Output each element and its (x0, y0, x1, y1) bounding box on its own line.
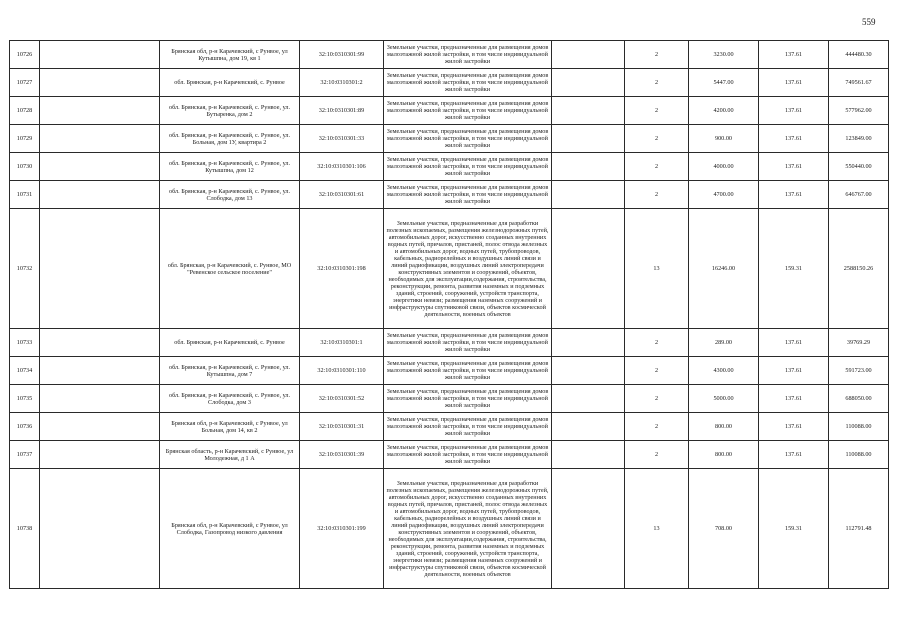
rate-cell: 137.61 (759, 97, 829, 125)
blank-cell (552, 97, 625, 125)
table-row (10, 125, 889, 153)
group-cell: 2 (625, 153, 689, 181)
blank-cell (40, 413, 160, 441)
blank-cell (552, 441, 625, 469)
group-cell: 2 (625, 97, 689, 125)
area-cell: 3230.00 (689, 41, 759, 69)
record-id: 10732 (10, 209, 40, 329)
group-cell: 13 (625, 209, 689, 329)
table-row (10, 41, 889, 69)
address-cell: Брянская обл, р-н Карачевский, с Рунвое, ул Слободка, Газопровод низкого давления (160, 469, 300, 589)
rate-cell: 137.61 (759, 441, 829, 469)
record-id: 10733 (10, 329, 40, 357)
table-row (10, 329, 889, 357)
record-id: 10729 (10, 125, 40, 153)
rate-cell: 137.61 (759, 329, 829, 357)
blank-cell (552, 209, 625, 329)
group-cell: 2 (625, 357, 689, 385)
table-row (10, 413, 889, 441)
group-cell: 2 (625, 69, 689, 97)
address-cell: обл. Брянская, р-н Карачевский, с. Рунвое, ул. Кутышпна, дом 12 (160, 153, 300, 181)
group-cell: 2 (625, 181, 689, 209)
cadastral-number: 32:10:0310301:2 (300, 69, 384, 97)
blank-cell (552, 385, 625, 413)
land-use-cell: Земельные участки, предназначенные для разработки полезных ископаемых, размещения железнодорожных путей, автомобильных дорог, искусственно созданных внутренних водных путей, причалов, пристаней, полос отвода железных и автомобильных дорог, водных путей, трубопроводов, кабельных, радиорелейных и воздушных линий связи и линий радиофикации, воздушных линий электропередачи конструктивных элементов и сооружений, объектов, необходимых для эксплуатации,содержания, строительства, реконструкции, ремонта, развития наземных и подземных зданий, строений, сооружений, устройств транспорта, энергетики невязи; размещения наземных сооружений и инфраструктуры спутниковой связи, объектов космической деятельности, военных объектов (384, 469, 552, 589)
blank-cell (40, 125, 160, 153)
cadastral-value: 123849.00 (829, 125, 889, 153)
address-cell: обл. Брянская, р-н Карачевский, с. Рунвое, ул. Кутышпна, дом 7 (160, 357, 300, 385)
address-cell: обл. Брянская, р-н Карачевский, с. Рунвое, ул. Слободка, дом 3 (160, 385, 300, 413)
record-id: 10726 (10, 41, 40, 69)
table-row (10, 209, 889, 329)
area-cell: 708.00 (689, 469, 759, 589)
area-cell: 800.00 (689, 441, 759, 469)
cadastral-value: 749561.67 (829, 69, 889, 97)
cadastral-number: 32:10:0310301:31 (300, 413, 384, 441)
blank-cell (40, 69, 160, 97)
rate-cell: 137.61 (759, 357, 829, 385)
address-cell: обл. Брянская, р-н Карачевский, с. Рунвое, ул. Слободка, дом 13 (160, 181, 300, 209)
blank-cell (40, 385, 160, 413)
cadastral-number: 32:10:0310301:61 (300, 181, 384, 209)
rate-cell: 159.31 (759, 469, 829, 589)
group-cell: 13 (625, 469, 689, 589)
address-cell: обл. Брянская, р-н Карачевский, с. Рунвое, ул. Больная, дом 1У, квартира 2 (160, 125, 300, 153)
record-id: 10736 (10, 413, 40, 441)
area-cell: 4000.00 (689, 153, 759, 181)
blank-cell (552, 357, 625, 385)
rate-cell: 137.61 (759, 125, 829, 153)
area-cell: 289.00 (689, 329, 759, 357)
table-row (10, 97, 889, 125)
rate-cell: 159.31 (759, 209, 829, 329)
area-cell: 4300.00 (689, 357, 759, 385)
area-cell: 4700.00 (689, 181, 759, 209)
cadastral-number: 32:10:0310301:110 (300, 357, 384, 385)
table-row (10, 469, 889, 589)
land-use-cell: Земельные участки, предназначенные для размещения домов малоэтажной жилой застройки, в том числе индивидуальной жилой застройки (384, 41, 552, 69)
land-use-cell: Земельные участки, предназначенные для размещения домов малоэтажной жилой застройки, в том числе индивидуальной жилой застройки (384, 125, 552, 153)
rate-cell: 137.61 (759, 41, 829, 69)
blank-cell (552, 153, 625, 181)
cadastral-number: 32:10:0310301:99 (300, 41, 384, 69)
cadastral-value: 110088.00 (829, 441, 889, 469)
rate-cell: 137.61 (759, 181, 829, 209)
land-use-cell: Земельные участки, предназначенные для размещения домов малоэтажной жилой застройки, в том числе индивидуальной жилой застройки (384, 153, 552, 181)
cadastral-value: 444480.30 (829, 41, 889, 69)
rate-cell: 137.61 (759, 385, 829, 413)
group-cell: 2 (625, 125, 689, 153)
cadastral-number: 32:10:0310301:106 (300, 153, 384, 181)
cadastral-value: 110088.00 (829, 413, 889, 441)
cadastral-number: 32:10:0310301:198 (300, 209, 384, 329)
land-use-cell: Земельные участки, предназначенные для размещения домов малоэтажной жилой застройки, в том числе индивидуальной жилой застройки (384, 97, 552, 125)
cadastral-value: 577962.00 (829, 97, 889, 125)
address-cell: обл. Брянская, р-н Карачевский, с. Рунвое (160, 329, 300, 357)
table-row (10, 441, 889, 469)
blank-cell (40, 357, 160, 385)
address-cell: Брянская область, р-н Карачевский, с Рунвое, ул Молодежная, д 1 А (160, 441, 300, 469)
cadastral-number: 32:10:0310301:39 (300, 441, 384, 469)
cadastral-number: 32:10:0310301:1 (300, 329, 384, 357)
land-use-cell: Земельные участки, предназначенные для размещения домов малоэтажной жилой застройки, в том числе индивидуальной жилой застройки (384, 357, 552, 385)
group-cell: 2 (625, 329, 689, 357)
address-cell: Брянская обл, р-н Карачевский, с Рунвое, ул Больная, дом 14, кв 2 (160, 413, 300, 441)
record-id: 10730 (10, 153, 40, 181)
rate-cell: 137.61 (759, 413, 829, 441)
land-use-cell: Земельные участки, предназначенные для размещения домов малоэтажной жилой застройки, в том числе индивидуальной жилой застройки (384, 69, 552, 97)
cadastral-value: 688050.00 (829, 385, 889, 413)
cadastral-number: 32:10:0310301:89 (300, 97, 384, 125)
table-row (10, 153, 889, 181)
cadastral-value: 112791.48 (829, 469, 889, 589)
cadastral-value: 646767.00 (829, 181, 889, 209)
blank-cell (40, 469, 160, 589)
record-id: 10728 (10, 97, 40, 125)
record-id: 10738 (10, 469, 40, 589)
page-number: 559 (862, 17, 876, 27)
record-id: 10731 (10, 181, 40, 209)
address-cell: обл. Брянская, р-н Карачевский, с. Рунвое, МО "Ревенское сельское поселение" (160, 209, 300, 329)
blank-cell (552, 181, 625, 209)
blank-cell (40, 97, 160, 125)
group-cell: 2 (625, 41, 689, 69)
cadastral-number: 32:10:0310301:52 (300, 385, 384, 413)
blank-cell (552, 41, 625, 69)
land-use-cell: Земельные участки, предназначенные для разработки полезных ископаемых, размещения железнодорожных путей, автомобильных дорог, искусственно созданных внутренних водных путей, причалов, пристаней, полос отвода железных и автомобильных дорог, водных путей, трубопроводов, кабельных, радиорелейных и воздушных линий связи и линий радиофикации, воздушных линий электропередачи конструктивных элементов и сооружений, объектов, необходимых для эксплуатации,содержания, строительства, реконструкции, ремонта, развития наземных и подземных зданий, строений, сооружений, устройств транспорта, энергетики невязи; размещения наземных сооружений и инфраструктуры спутниковой связи, объектов космической деятельности, военных объектов (384, 209, 552, 329)
blank-cell (40, 41, 160, 69)
table-row (10, 181, 889, 209)
table-row (10, 357, 889, 385)
blank-cell (552, 125, 625, 153)
blank-cell (552, 69, 625, 97)
address-cell: обл. Брянская, р-н Карачевский, с. Рунвое, ул. Бутыренка, дом 2 (160, 97, 300, 125)
rate-cell: 137.61 (759, 153, 829, 181)
area-cell: 16246.00 (689, 209, 759, 329)
record-id: 10734 (10, 357, 40, 385)
cadastral-number: 32:10:0310301:33 (300, 125, 384, 153)
cadastral-value: 591723.00 (829, 357, 889, 385)
blank-cell (552, 469, 625, 589)
table-row (10, 69, 889, 97)
blank-cell (40, 329, 160, 357)
land-use-cell: Земельные участки, предназначенные для размещения домов малоэтажной жилой застройки, в том числе индивидуальной жилой застройки (384, 385, 552, 413)
land-use-cell: Земельные участки, предназначенные для размещения домов малоэтажной жилой застройки, в том числе индивидуальной жилой застройки (384, 329, 552, 357)
address-cell: обл. Брянская, р-н Карачевский, с. Рунвое (160, 69, 300, 97)
area-cell: 5000.00 (689, 385, 759, 413)
cadastral-value: 2588150.26 (829, 209, 889, 329)
cadastral-value-table (9, 40, 889, 589)
record-id: 10737 (10, 441, 40, 469)
blank-cell (552, 329, 625, 357)
area-cell: 800.00 (689, 413, 759, 441)
table-row (10, 385, 889, 413)
area-cell: 5447.00 (689, 69, 759, 97)
cadastral-value: 550440.00 (829, 153, 889, 181)
area-cell: 4200.00 (689, 97, 759, 125)
blank-cell (552, 413, 625, 441)
area-cell: 900.00 (689, 125, 759, 153)
blank-cell (40, 209, 160, 329)
blank-cell (40, 153, 160, 181)
blank-cell (40, 181, 160, 209)
cadastral-number: 32:10:0310301:199 (300, 469, 384, 589)
land-use-cell: Земельные участки, предназначенные для размещения домов малоэтажной жилой застройки, в том числе индивидуальной жилой застройки (384, 441, 552, 469)
group-cell: 2 (625, 413, 689, 441)
land-use-cell: Земельные участки, предназначенные для размещения домов малоэтажной жилой застройки, в том числе индивидуальной жилой застройки (384, 181, 552, 209)
land-use-cell: Земельные участки, предназначенные для размещения домов малоэтажной жилой застройки, в том числе индивидуальной жилой застройки (384, 413, 552, 441)
record-id: 10727 (10, 69, 40, 97)
cadastral-value: 39769.29 (829, 329, 889, 357)
group-cell: 2 (625, 385, 689, 413)
rate-cell: 137.61 (759, 69, 829, 97)
record-id: 10735 (10, 385, 40, 413)
blank-cell (40, 441, 160, 469)
address-cell: Брянская обл, р-н Карачевский, с Рунвое, ул Кутышпна, дом 19, кв 1 (160, 41, 300, 69)
group-cell: 2 (625, 441, 689, 469)
